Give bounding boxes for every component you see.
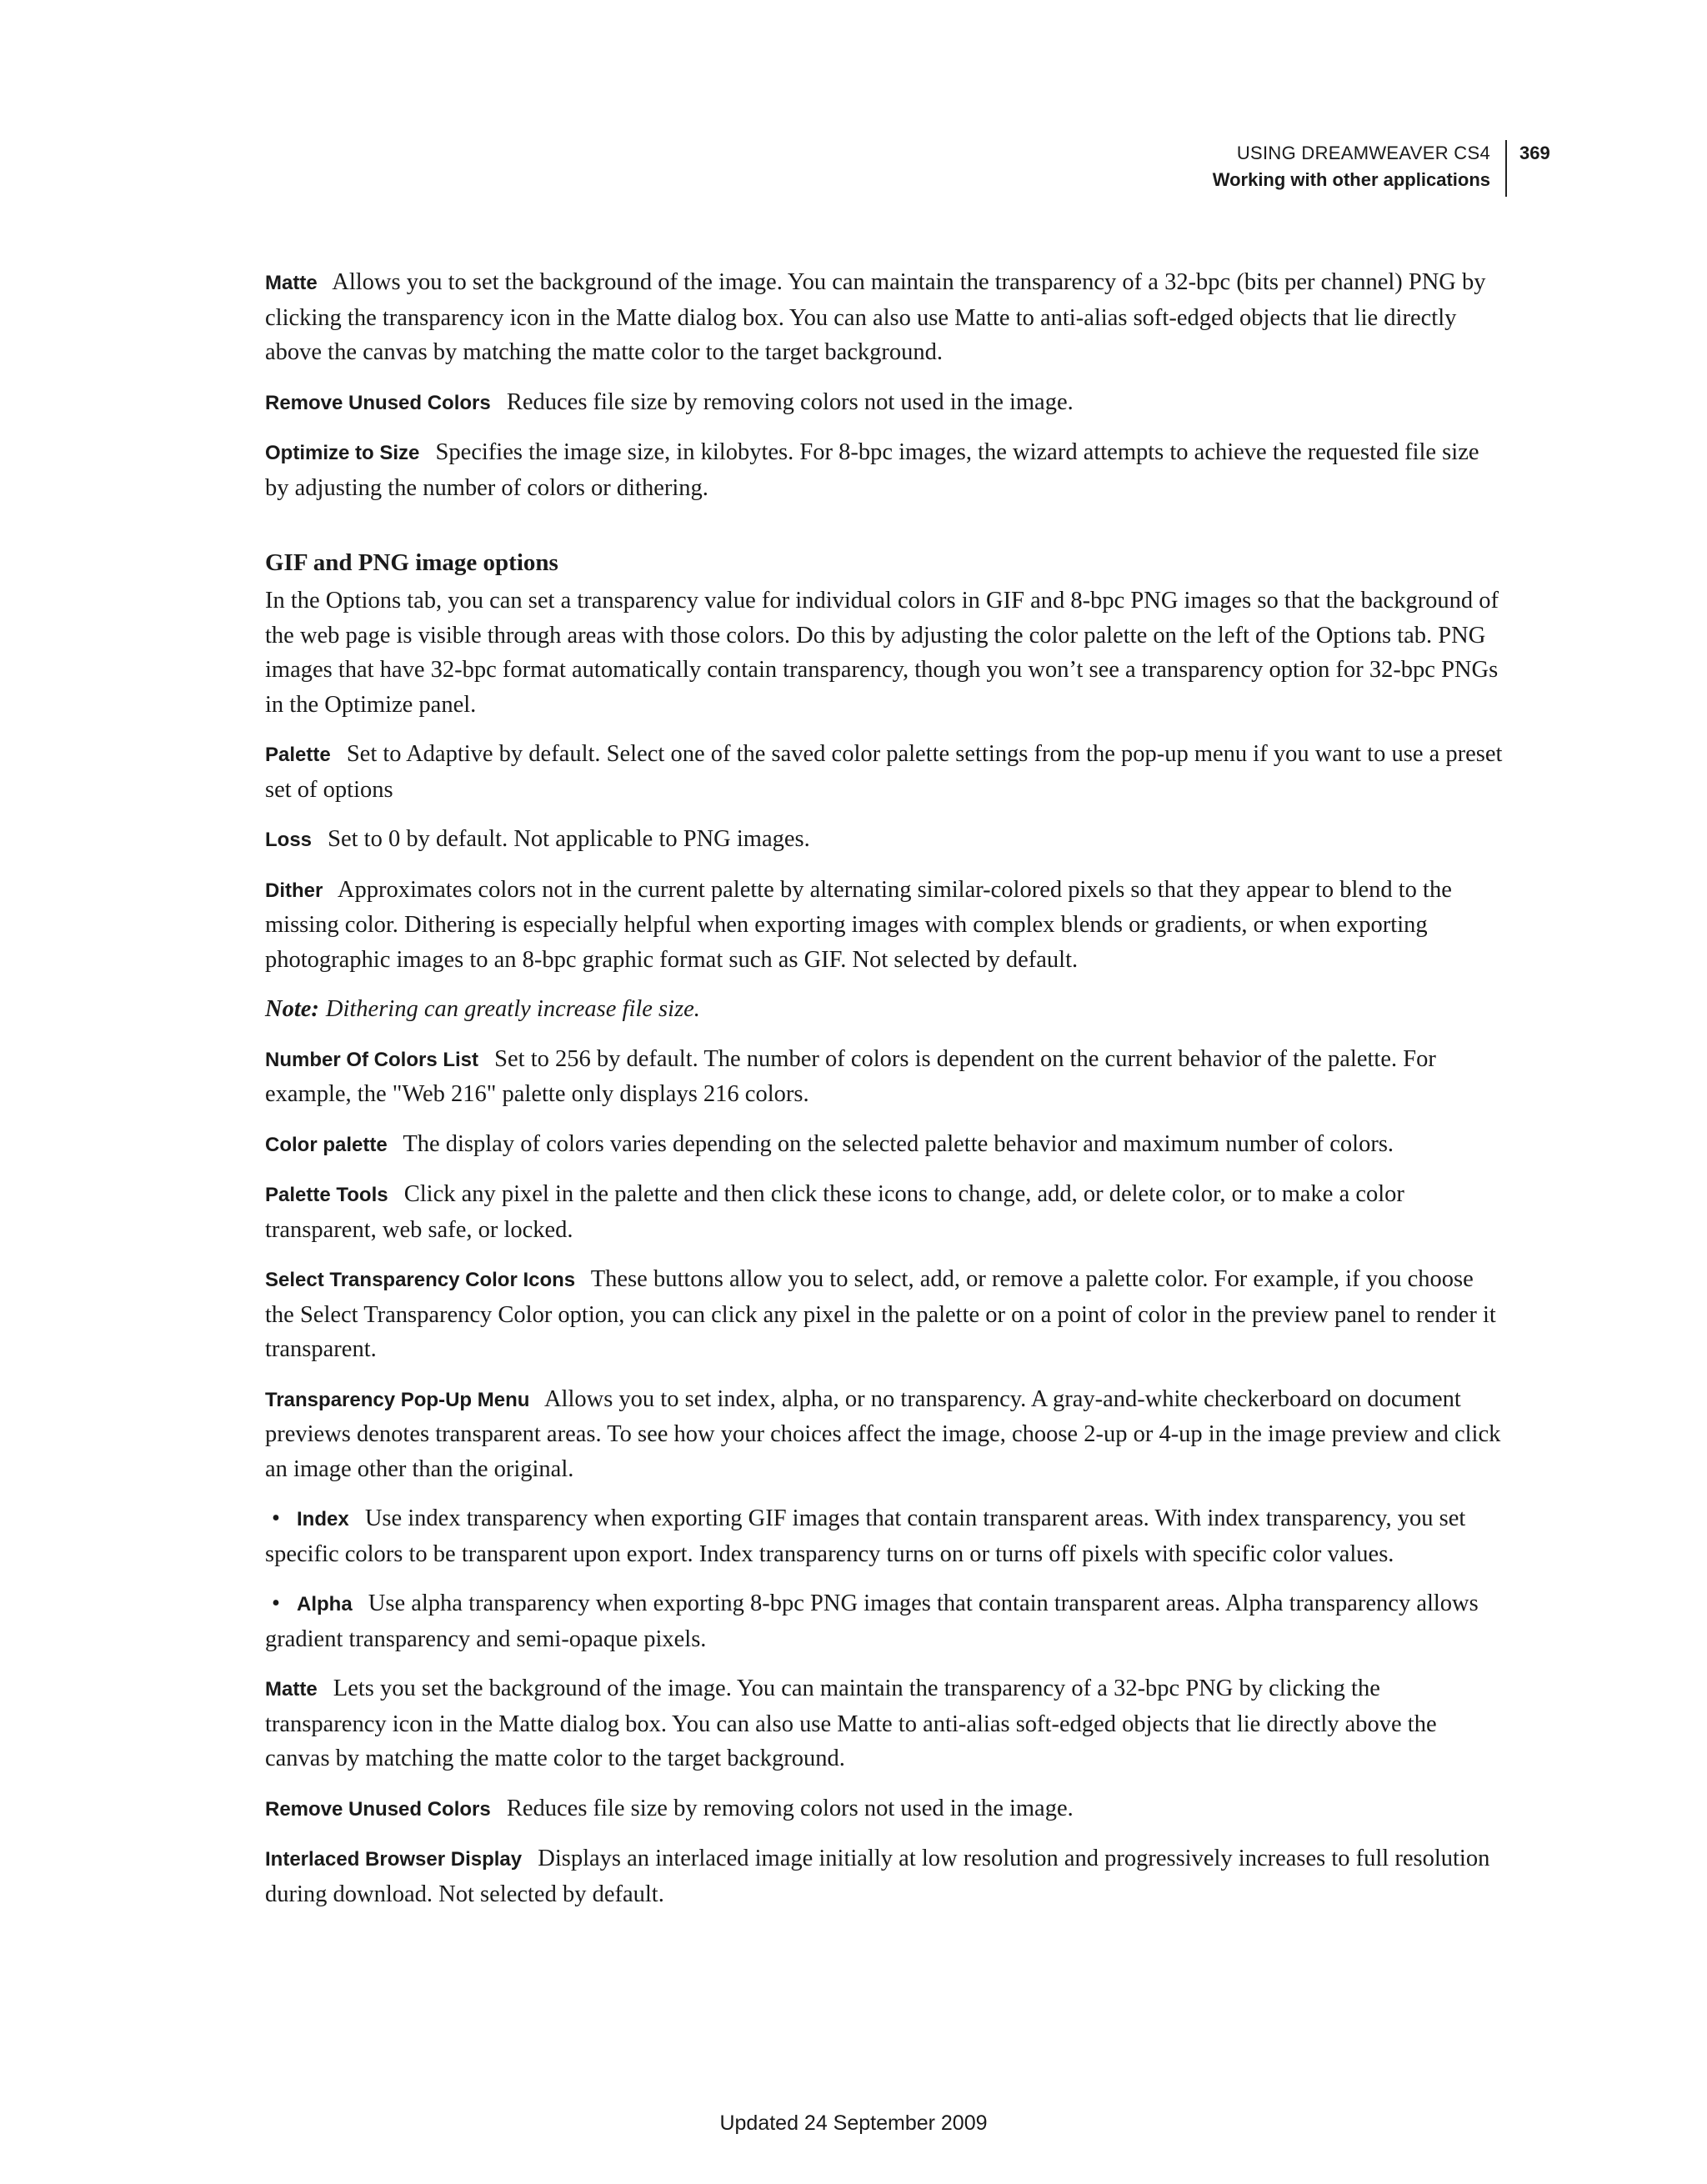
page-number: 369 [1519, 143, 1550, 163]
term-label: Loss [265, 829, 313, 851]
running-header [1213, 140, 1507, 197]
term-description: The display of colors varies depending on the selected palette behavior and maximum number of colors. [403, 1130, 1394, 1157]
section-heading: GIF and PNG image options [265, 549, 558, 576]
term-label: Index [297, 1508, 349, 1530]
definition-number-of-colors-list [265, 1042, 1505, 1112]
term-label: Remove Unused Colors [265, 391, 491, 414]
definition-matte [265, 265, 1505, 370]
term-label: Optimize to Size [265, 442, 420, 464]
page-body [265, 265, 1505, 1926]
term-description: Allows you to set the background of the image. You can maintain the transparency of a 32-bpc (bits per channel) PNG by clicking the transparency icon in the Matte dialog box. You can also use Matte to anti-alias soft-edged objects that lie directly above the canvas by matching the matte color to the target background. [265, 269, 1486, 365]
term-label: Remove Unused Colors [265, 1797, 491, 1821]
definition-transparency-pop-up-menu [265, 1382, 1505, 1487]
term-label: Palette Tools [265, 1184, 388, 1206]
definition-color-palette [265, 1127, 1505, 1163]
term-label: Number Of Colors List [265, 1048, 479, 1071]
definition-dither [265, 873, 1505, 978]
definition-optimize-to-size [265, 435, 1505, 505]
term-description: Set to Adaptive by default. Select one of the saved color palette settings from the pop-up menu if you want to use a preset set of options [265, 741, 1503, 803]
term-description: Set to 0 by default. Not applicable to PNG images. [328, 826, 810, 852]
term-description: Set to 256 by default. The number of colors is dependent on the current behavior of the palette. For example, the "Web 216" palette only displays 216 colors. [265, 1045, 1436, 1107]
term-description: Use alpha transparency when exporting 8-bpc PNG images that contain transparent areas. Alpha transparency allows gradient transparency and semi-opaque pixels. [265, 1590, 1479, 1652]
bullet-icon: • [272, 1590, 280, 1616]
section-intro: In the Options tab, you can set a transparency value for individual colors in GIF and 8-bpc PNG images so that the background of the web page is visible through areas with those colors. Do this by adjusting the color palette on the left of the Options tab. PNG images that have 32-bpc format automatically contain transparency, though you won’t see a transparency option for 32-bpc PNGs in the Optimize panel. [265, 588, 1499, 718]
definition-interlaced-browser-display [265, 1841, 1505, 1911]
term-description: Specifies the image size, in kilobytes. For 8-bpc images, the wizard attempts to achieve the requested file size by adjusting the number of colors or dithering. [265, 439, 1479, 501]
definition-remove-unused-colors-2 [265, 1791, 1505, 1827]
term-description: These buttons allow you to select, add, or remove a palette color. For example, if you choose the Select Transparency Color option, you can click any pixel in the palette or on a point of color in the preview panel to render it transparent. [265, 1266, 1496, 1362]
bullet-alpha [265, 1586, 1505, 1656]
term-label: Matte [265, 272, 318, 294]
definition-remove-unused-colors [265, 385, 1505, 421]
definition-loss [265, 822, 1505, 858]
term-label: Transparency Pop-Up Menu [265, 1388, 530, 1411]
definition-palette [265, 737, 1505, 807]
term-description: Approximates colors not in the current palette by alternating similar-colored pixels so that they appear to blend to the missing color. Dithering is especially helpful when exporting images with complex blends or gradients, or when exporting photographic images to an 8-bpc graphic format such as GIF. Not selected by default. [265, 876, 1452, 973]
chapter-title: Working with other applications [1212, 169, 1490, 190]
term-label: Palette [265, 744, 331, 766]
definition-select-transparency-color-icons [265, 1262, 1505, 1367]
term-label: Dither [265, 879, 323, 902]
term-description: Click any pixel in the palette and then click these icons to change, add, or delete color, or to make a color transparent, web safe, or locked. [265, 1181, 1404, 1243]
term-description: Use index transparency when exporting GIF images that contain transparent areas. With index transparency, you set specific colors to be transparent upon export. Index transparency turns on or turns off pixels with specific color values. [265, 1505, 1466, 1567]
term-description: Reduces file size by removing colors not used in the image. [506, 1795, 1074, 1821]
term-label: Interlaced Browser Display [265, 1848, 523, 1871]
bullet-index [265, 1501, 1505, 1571]
note-text: Dithering can greatly increase file size. [325, 996, 700, 1022]
term-description: Allows you to set index, alpha, or no transparency. A gray-and-white checkerboard on document previews denotes transparent areas. To see how your choices affect the image, choose 2-up or 4-up in the image preview and click an image other than the original. [265, 1385, 1501, 1482]
note-label: Note: [265, 996, 319, 1022]
term-label: Color palette [265, 1133, 388, 1156]
note [265, 992, 1505, 1027]
term-description: Displays an interlaced image initially at low resolution and progressively increases to full resolution during download. Not selected by default. [265, 1846, 1490, 1907]
book-title: USING DREAMWEAVER CS4 [1236, 143, 1490, 163]
term-label: Matte [265, 1678, 318, 1701]
bullet-icon: • [272, 1505, 280, 1531]
definition-matte-2 [265, 1671, 1505, 1776]
page-footer: Updated 24 September 2009 [719, 2111, 988, 2135]
term-description: Lets you set the background of the image. You can maintain the transparency of a 32-bpc PNG by clicking the transparency icon in the Matte dialog box. You can also use Matte to anti-alias soft-edged objects that lie directly above the canvas by matching the matte color to the target background. [265, 1676, 1437, 1771]
term-description: Reduces file size by removing colors not used in the image. [506, 388, 1074, 415]
definition-palette-tools [265, 1177, 1505, 1247]
term-label: Select Transparency Color Icons [265, 1269, 576, 1291]
term-label: Alpha [297, 1593, 353, 1615]
